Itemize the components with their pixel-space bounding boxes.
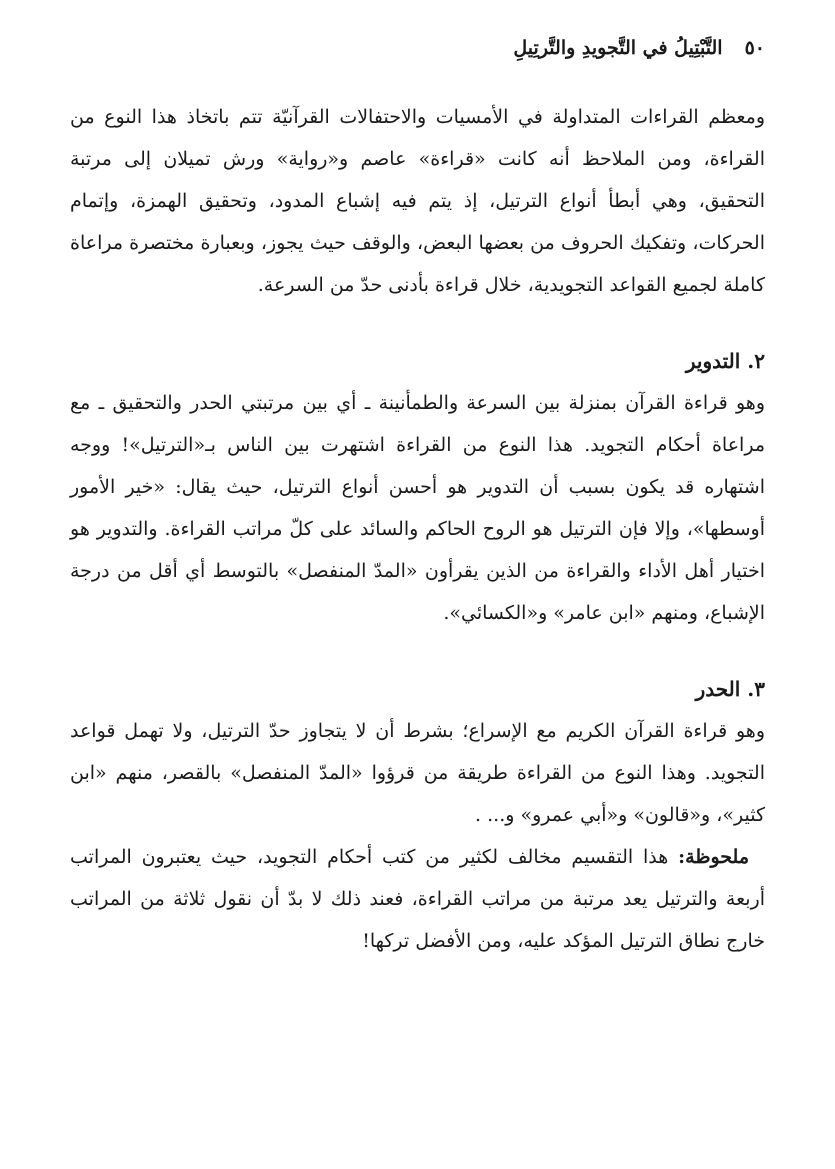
hadr-paragraph: وهو قراءة القرآن الكريم مع الإسراع؛ بشرط أن لا يتجاوز حدّ الترتيل، ولا تهمل قواعد التجويد. وهذا النوع من القراءة طريقة من قرؤوا «المدّ المنفصل» بالقصر، منهم «ابن كثير»، و«قالون» و«أبي عمرو» و... . bbox=[70, 720, 765, 826]
book-page bbox=[70, 28, 765, 962]
running-header bbox=[70, 28, 765, 68]
note-text: هذا التقسيم مخالف لكثير من كتب أحكام التجويد، حيث يعتبرون المراتب أربعة والترتيل يعد مرتبة من مراتب القراءة، فعند ذلك لا بدّ أن نقول ثلاثة من المراتب خارج نطاق الترتيل المؤكد عليه، ومن الأفضل تركها! bbox=[70, 846, 765, 952]
tadwir-paragraph: وهو قراءة القرآن بمنزلة بين السرعة والطمأنينة ـ أي بين مرتبتي الحدر والتحقيق ـ مع مراعاة أحكام التجويد. هذا النوع من القراءة اشتهرت بين الناس بـ«الترتيل»! ووجه اشتهاره قد يكون بسبب أن التدوير هو أحسن أنواع الترتيل، حيث يقال: «خير الأمور أوسطها»، وإلا فإن الترتيل هو الروح الحاكم والسائد على كلّ مراتب القراءة. والتدوير هو اختيار أهل الأداء والقراءة من الذين يقرأون «المدّ المنفصل» بالتوسط أي أقل من درجة الإشباع، ومنهم «ابن عامر» و«الكسائي». bbox=[70, 392, 765, 624]
intro-paragraph: ومعظم القراءات المتداولة في الأمسيات والاحتفالات القرآنيّة تتم باتخاذ هذا النوع من القراءة، ومن الملاحظ أنه كانت «قراءة» عاصم و«رواية» ورش تميلان إلى مرتبة التحقيق، وهي أبطأ أنواع الترتيل، إذ يتم فيه إشباع المدود، وتحقيق الهمزة، وإتمام الحركات، وتفكيك الحروف من بعضها البعض، والوقف حيث يجوز، وبعبارة مختصرة مراعاة كاملة لجميع القواعد التجويدية، خلال قراءة بأدنى حدّ من السرعة. bbox=[70, 106, 765, 296]
section-heading-tadwir: ٢. التدوير bbox=[685, 349, 765, 373]
note-paragraph bbox=[70, 836, 765, 962]
section-heading-hadr: ٣. الحدر bbox=[695, 677, 765, 701]
page-number: ٥٠ bbox=[744, 37, 765, 59]
note-label: ملحوظة: bbox=[678, 846, 749, 868]
running-title: التَّبْتِيلُ في التَّجويدِ والتَّرتِيلِ bbox=[513, 37, 723, 59]
